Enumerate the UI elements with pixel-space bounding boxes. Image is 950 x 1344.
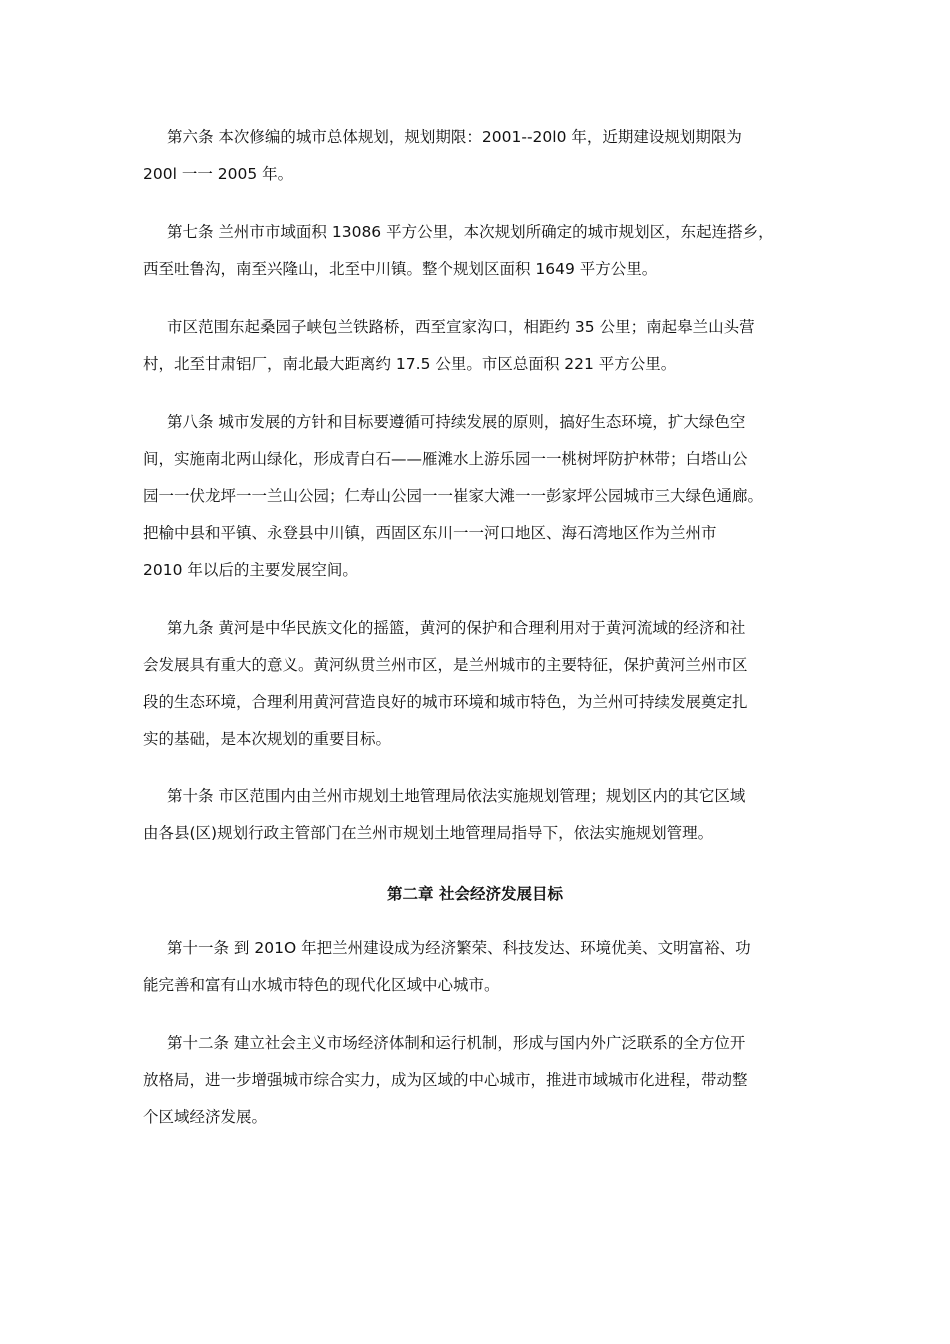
city-area-line-2: 村，北至甘肃铝厂，南北最大距离约 17.5 公里。市区总面积 221 平方公里。 (143, 355, 677, 373)
chapter-heading: 第二章 社会经济发展目标 (387, 885, 563, 903)
article-10 (143, 778, 815, 852)
article-9 (143, 610, 815, 758)
article-12-line-3: 个区域经济发展。 (143, 1108, 268, 1126)
article-7-line-2: 西至吐鲁沟，南至兴隆山，北至中川镇。整个规划区面积 1649 平方公里。 (143, 260, 658, 278)
article-10-line-2: 由各县(区)规划行政主管部门在兰州市规划土地管理局指导下，依法实施规划管理。 (143, 824, 714, 842)
article-9-line-2: 会发展具有重大的意义。黄河纵贯兰州市区，是兰州城市的主要特征，保护黄河兰州市区 (143, 656, 748, 674)
article-8-line-3: 园一一伏龙坪一一兰山公园；仁寿山公园一一崔家大滩一一彭家坪公园城市三大绿色通廊。 (143, 487, 764, 505)
article-8-line-4: 把榆中县和平镇、永登县中川镇，西固区东川一一河口地区、海石湾地区作为兰州市 (143, 524, 717, 542)
article-11-line-2: 能完善和富有山水城市特色的现代化区域中心城市。 (143, 976, 500, 994)
article-11-line-1: 第十一条 到 201O 年把兰州建设成为经济繁荣、科技发达、环境优美、文明富裕、功 (167, 939, 751, 957)
article-7-line-1: 第七条 兰州市市域面积 13086 平方公里，本次规划所确定的城市规划区，东起连搭乡， (167, 223, 774, 241)
article-9-line-1: 第九条 黄河是中华民族文化的摇篮，黄河的保护和合理利用对于黄河流域的经济和社 (167, 619, 746, 637)
article-6-line-1: 第六条 本次修编的城市总体规划，规划期限：2001--20l0 年，近期建设规划期限为 (167, 128, 742, 146)
article-12-line-2: 放格局，进一步增强城市综合实力，成为区域的中心城市，推进市域城市化进程，带动整 (143, 1071, 748, 1089)
article-8-line-1: 第八条 城市发展的方针和目标要遵循可持续发展的原则，搞好生态环境，扩大绿色空 (167, 413, 746, 431)
article-8 (143, 404, 815, 589)
article-11 (143, 930, 815, 1004)
article-12 (143, 1025, 815, 1136)
article-9-line-3: 段的生态环境，合理利用黄河营造良好的城市环境和城市特色，为兰州可持续发展奠定扎 (143, 693, 748, 711)
article-6-line-2: 200l 一一 2005 年。 (143, 165, 294, 183)
article-10-line-1: 第十条 市区范围内由兰州市规划土地管理局依法实施规划管理；规划区内的其它区域 (167, 787, 746, 805)
article-12-line-1: 第十二条 建立社会主义市场经济体制和运行机制，形成与国内外广泛联系的全方位开 (167, 1034, 746, 1052)
article-8-line-2: 间，实施南北两山绿化，形成青白石——雁滩水上游乐园一一桃树坪防护林带；白塔山公 (143, 450, 748, 468)
city-area-paragraph (143, 309, 815, 383)
article-7 (143, 214, 815, 288)
article-6 (143, 119, 815, 193)
article-8-line-5: 2010 年以后的主要发展空间。 (143, 561, 358, 579)
article-9-line-4: 实的基础，是本次规划的重要目标。 (143, 730, 392, 748)
city-area-line-1: 市区范围东起桑园子峡包兰铁路桥，西至宣家沟口，相距约 35 公里；南起皋兰山头营 (167, 318, 755, 336)
